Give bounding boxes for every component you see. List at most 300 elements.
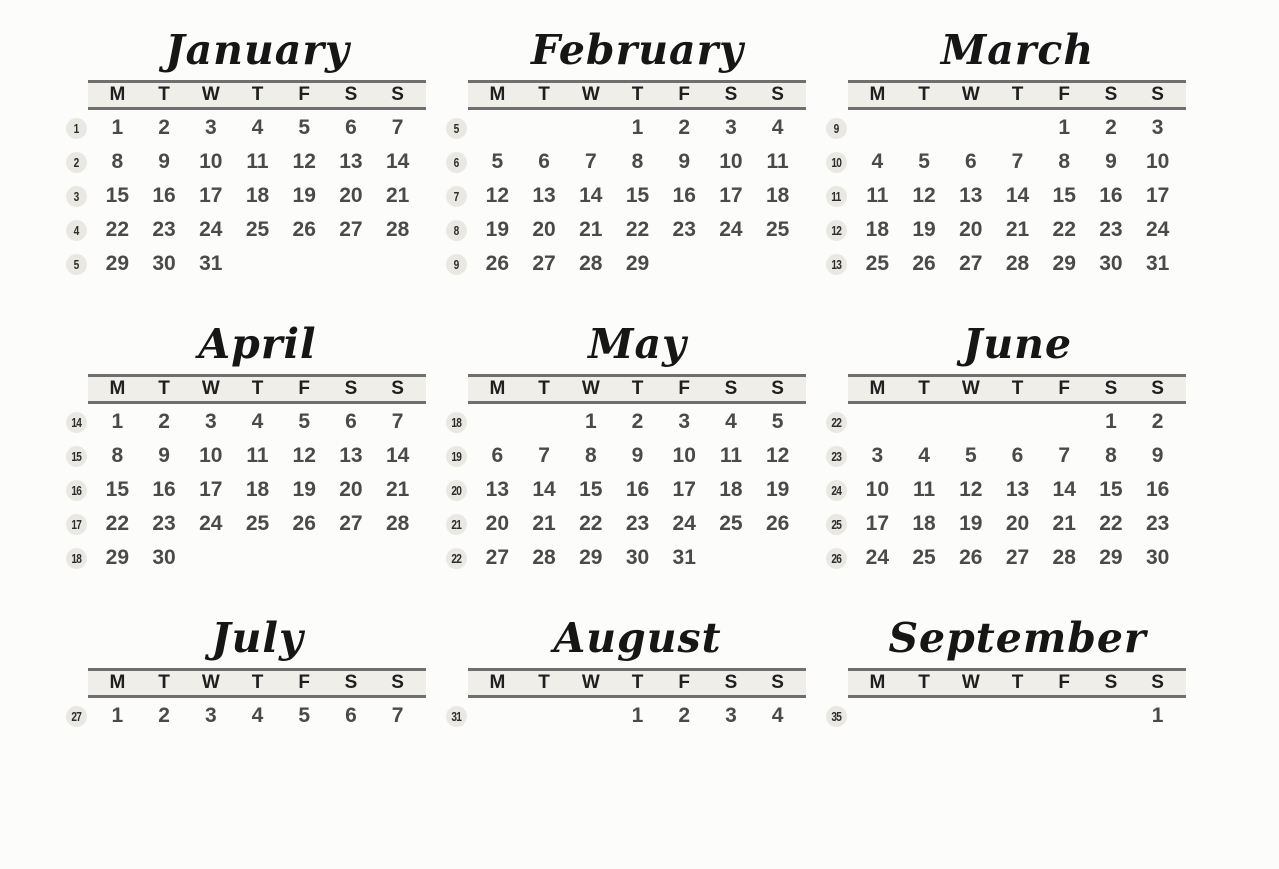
weekday-label: T [251,672,264,693]
month-block [438,23,801,281]
day-cell: 13 [959,184,983,207]
day-cell: 15 [1099,478,1123,501]
day-cell: 21 [532,512,556,535]
day-cell: 15 [625,184,650,207]
day-cell: 30 [1145,546,1170,569]
weekday-label: M [869,378,886,399]
month-block [58,23,421,281]
day-cell: 23 [152,218,176,241]
week-number-badge [446,118,467,139]
week-number-badge [446,254,467,275]
week-number-badge [446,706,467,727]
week-row [818,111,1181,145]
day-cell: 26 [292,512,316,535]
day-cell: 21 [579,218,603,241]
week-number: 14 [71,414,81,430]
day-cell: 23 [1145,512,1170,535]
weekday-label: T [631,84,644,105]
day-cell: 20 [1005,512,1030,535]
day-cell: 12 [485,184,510,207]
week-row [818,405,1181,439]
day-cell: 23 [672,218,696,241]
day-cell: 11 [719,444,743,467]
weeks-container [438,111,801,281]
day-cell: 28 [385,512,410,535]
day-cell: 3 [204,116,217,139]
weeks-container [438,405,801,575]
month-block [818,317,1181,575]
week-number: 20 [451,482,461,498]
day-cell: 29 [625,252,650,275]
day-cell: 22 [105,218,130,241]
day-cell: 29 [579,546,603,569]
week-number: 31 [451,708,461,724]
week-number-badge [66,254,87,275]
week-number: 12 [831,222,841,238]
month-title: September [888,614,1147,662]
day-cell: 9 [678,150,691,173]
day-cell: 17 [199,184,223,207]
day-cell: 12 [765,444,790,467]
weekday-label: T [1011,672,1024,693]
day-cell: 28 [1052,546,1076,569]
weekday-label: S [771,672,784,693]
week-number-badge [826,152,847,173]
weekday-label: T [631,672,644,693]
week-number: 8 [453,222,459,238]
day-cell: 27 [485,546,510,569]
day-cell: 19 [292,184,316,207]
day-cell: 31 [672,546,696,569]
day-cell: 29 [1099,546,1123,569]
weekday-label: S [1151,84,1164,105]
weekday-header-row [58,79,421,111]
week-number: 4 [73,222,79,238]
week-number: 10 [831,154,841,170]
day-cell: 9 [1105,150,1117,173]
day-cell: 16 [152,478,176,501]
day-cell: 6 [538,150,550,173]
week-row [58,405,421,439]
day-cell: 24 [865,546,890,569]
day-cell: 3 [871,444,884,467]
week-row [438,247,801,281]
weekday-label: M [489,672,506,693]
week-number-badge [826,186,847,207]
weekday-label: F [678,672,690,693]
weekday-label: T [158,672,170,693]
week-number-badge [66,548,87,569]
week-row [58,145,421,179]
month-block [818,23,1181,281]
day-cell: 14 [532,478,556,501]
weekday-label: M [109,84,126,105]
day-cell: 4 [251,704,264,727]
day-cell: 15 [105,184,130,207]
day-cell: 21 [385,478,410,501]
weekday-label: S [344,672,358,693]
day-cell: 29 [105,252,130,275]
day-cell: 27 [339,218,363,241]
week-number-badge [66,480,87,501]
day-cell: 28 [532,546,556,569]
weekday-label: W [961,378,980,399]
day-cell: 11 [912,478,936,501]
weekday-label: W [201,84,220,105]
week-number: 17 [71,516,81,532]
weekday-label: F [298,84,310,105]
week-number-badge [446,480,467,501]
weekday-label: T [251,378,264,399]
day-cell: 2 [678,116,691,139]
month-block [438,611,801,869]
week-row [58,247,421,281]
weekday-header-row [58,667,421,699]
month-title: February [530,26,745,74]
week-number-badge [826,480,847,501]
day-cell: 4 [918,444,930,467]
weekday-label: T [251,84,264,105]
week-number: 24 [831,482,841,498]
week-number-badge [66,152,87,173]
day-cell: 8 [1058,150,1071,173]
week-number: 1 [73,120,79,136]
weekday-label: S [1104,84,1118,105]
day-cell: 24 [719,218,743,241]
week-number-badge [826,706,847,727]
week-number: 35 [831,708,841,724]
day-cell: 22 [625,218,650,241]
day-cell: 22 [579,512,603,535]
month-title: April [198,320,317,368]
week-row [58,507,421,541]
day-cell: 10 [672,444,696,467]
day-cell: 20 [485,512,510,535]
day-cell: 9 [158,444,170,467]
day-cell: 17 [672,478,696,501]
weekday-label: T [631,378,644,399]
week-number-badge [826,412,847,433]
day-cell: 16 [625,478,650,501]
day-cell: 5 [918,150,930,173]
day-cell: 4 [771,704,784,727]
day-cell: 22 [105,512,130,535]
week-row [58,111,421,145]
week-number: 2 [73,154,79,170]
day-cell: 13 [339,150,363,173]
day-cell: 30 [625,546,650,569]
day-cell: 30 [1099,252,1123,275]
weekday-label: W [201,672,220,693]
day-cell: 3 [725,116,737,139]
week-row [58,473,421,507]
weekday-label: T [918,672,930,693]
day-cell: 18 [245,184,270,207]
day-cell: 8 [584,444,597,467]
day-cell: 20 [339,184,363,207]
day-cell: 2 [158,410,170,433]
day-cell: 17 [1145,184,1170,207]
week-number: 18 [71,550,81,566]
day-cell: 6 [964,150,977,173]
week-number-badge [826,514,847,535]
day-cell: 26 [765,512,790,535]
weekday-header-row [818,79,1181,111]
day-cell: 11 [766,150,789,173]
day-cell: 1 [1105,410,1117,433]
weekday-label: F [298,672,310,693]
day-cell: 13 [339,444,363,467]
weekday-header-row [818,667,1181,699]
day-cell: 12 [292,150,316,173]
week-number: 13 [831,256,841,272]
week-number-badge [826,254,847,275]
weeks-container [58,111,421,281]
day-cell: 27 [1005,546,1030,569]
day-cell: 4 [251,116,264,139]
weekday-label: M [869,84,886,105]
week-row [438,473,801,507]
weekday-label: S [724,378,738,399]
weekday-label: S [724,672,738,693]
weekday-label: T [1011,378,1024,399]
day-cell: 1 [111,704,124,727]
weekday-label: T [158,84,170,105]
weekday-label: M [489,378,506,399]
week-row [818,541,1181,575]
week-number-badge [66,514,87,535]
day-cell: 23 [1099,218,1123,241]
day-cell: 7 [391,410,404,433]
week-row [818,439,1181,473]
day-cell: 23 [152,512,176,535]
day-cell: 22 [1052,218,1076,241]
day-cell: 19 [485,218,510,241]
day-cell: 24 [199,512,223,535]
day-cell: 21 [1005,218,1030,241]
week-number-badge [446,514,467,535]
week-number: 11 [831,188,841,204]
day-cell: 3 [1151,116,1164,139]
day-cell: 24 [1145,218,1170,241]
week-row [818,699,1181,733]
week-row [818,507,1181,541]
week-number-badge [826,118,847,139]
day-cell: 3 [678,410,691,433]
weekday-label: T [538,378,550,399]
day-cell: 19 [292,478,316,501]
day-cell: 22 [1099,512,1123,535]
weekday-label: S [391,84,404,105]
week-number: 3 [73,188,79,204]
weekday-label: M [109,672,126,693]
week-number: 26 [831,550,841,566]
day-cell: 21 [385,184,410,207]
week-row [818,179,1181,213]
day-cell: 14 [1052,478,1076,501]
day-cell: 2 [158,704,170,727]
week-number: 9 [453,256,459,272]
weekday-label: F [678,84,690,105]
week-row [818,213,1181,247]
weekday-label: F [1058,672,1070,693]
day-cell: 16 [152,184,176,207]
day-cell: 7 [391,704,404,727]
day-cell: 18 [765,184,790,207]
day-cell: 18 [245,478,270,501]
day-cell: 30 [152,252,176,275]
week-number-badge [826,446,847,467]
day-cell: 15 [1052,184,1076,207]
day-cell: 27 [959,252,983,275]
weekday-label: T [538,672,550,693]
day-cell: 17 [199,478,223,501]
month-block [438,317,801,575]
weekday-label: T [918,84,930,105]
day-cell: 15 [579,478,603,501]
week-number-badge [446,446,467,467]
day-cell: 28 [385,218,410,241]
day-cell: 3 [204,704,217,727]
day-cell: 7 [538,444,550,467]
week-number: 16 [71,482,81,498]
month-block [58,317,421,575]
weeks-container [818,111,1181,281]
day-cell: 7 [584,150,597,173]
week-number: 15 [71,448,81,464]
weekday-label: T [1011,84,1024,105]
day-cell: 14 [1005,184,1030,207]
day-cell: 10 [865,478,890,501]
weekday-label: S [391,672,404,693]
week-number-badge [66,220,87,241]
day-cell: 4 [771,116,784,139]
week-number-badge [446,186,467,207]
day-cell: 17 [865,512,890,535]
weeks-container [438,699,801,733]
day-cell: 20 [339,478,363,501]
week-number-badge [66,186,87,207]
week-number-badge [446,152,467,173]
day-cell: 8 [111,150,124,173]
day-cell: 9 [631,444,644,467]
day-cell: 14 [385,150,410,173]
day-cell: 29 [105,546,130,569]
week-number: 6 [453,154,459,170]
day-cell: 27 [339,512,363,535]
day-cell: 26 [485,252,510,275]
weekday-header-row [58,373,421,405]
month-block [58,611,421,869]
weekday-label: F [678,378,690,399]
weeks-container [58,699,421,733]
weekday-label: T [158,378,170,399]
week-number: 27 [71,708,81,724]
day-cell: 19 [959,512,983,535]
weekday-label: T [538,84,550,105]
day-cell: 6 [345,410,357,433]
week-row [818,145,1181,179]
day-cell: 18 [865,218,890,241]
week-row [438,439,801,473]
weekday-label: W [961,672,980,693]
month-title: January [165,26,350,74]
day-cell: 14 [385,444,410,467]
week-row [58,213,421,247]
day-cell: 5 [298,116,311,139]
week-row [438,541,801,575]
weekday-label: W [581,672,600,693]
day-cell: 18 [719,478,743,501]
day-cell: 1 [584,410,597,433]
weekday-header-row [438,79,801,111]
day-cell: 12 [292,444,316,467]
day-cell: 25 [245,512,270,535]
month-title: March [940,26,1095,74]
weekday-label: W [201,378,220,399]
day-cell: 16 [1099,184,1123,207]
weekday-label: F [1058,378,1070,399]
week-row [438,179,801,213]
weekday-label: M [869,672,886,693]
week-row [438,507,801,541]
weekday-label: W [961,84,980,105]
week-number: 22 [831,414,841,430]
week-number-badge [66,118,87,139]
week-row [58,699,421,733]
week-row [58,179,421,213]
weekday-label: W [581,378,600,399]
weekday-label: F [1058,84,1070,105]
day-cell: 15 [105,478,130,501]
month-title: August [553,614,722,662]
day-cell: 8 [1105,444,1117,467]
weekday-label: S [1104,672,1118,693]
day-cell: 10 [199,444,223,467]
weekday-label: W [581,84,600,105]
day-cell: 7 [391,116,404,139]
weekday-label: S [771,378,784,399]
day-cell: 31 [199,252,223,275]
week-number-badge [446,412,467,433]
day-cell: 2 [678,704,691,727]
day-cell: 26 [912,252,936,275]
day-cell: 5 [964,444,977,467]
weekday-label: S [1151,378,1164,399]
day-cell: 28 [1005,252,1030,275]
month-title: July [211,614,304,662]
week-number-badge [446,548,467,569]
weeks-container [818,405,1181,575]
day-cell: 2 [631,410,644,433]
week-row [818,473,1181,507]
weekday-label: S [344,378,358,399]
day-cell: 11 [866,184,889,207]
day-cell: 13 [532,184,556,207]
weekday-label: S [1151,672,1164,693]
day-cell: 25 [912,546,936,569]
weekday-label: F [298,378,310,399]
week-row [58,541,421,575]
day-cell: 7 [1058,444,1071,467]
weekday-header-row [438,373,801,405]
day-cell: 25 [765,218,790,241]
weekday-header-row [438,667,801,699]
day-cell: 30 [152,546,176,569]
weeks-container [818,699,1181,733]
day-cell: 1 [1151,704,1164,727]
day-cell: 3 [204,410,217,433]
